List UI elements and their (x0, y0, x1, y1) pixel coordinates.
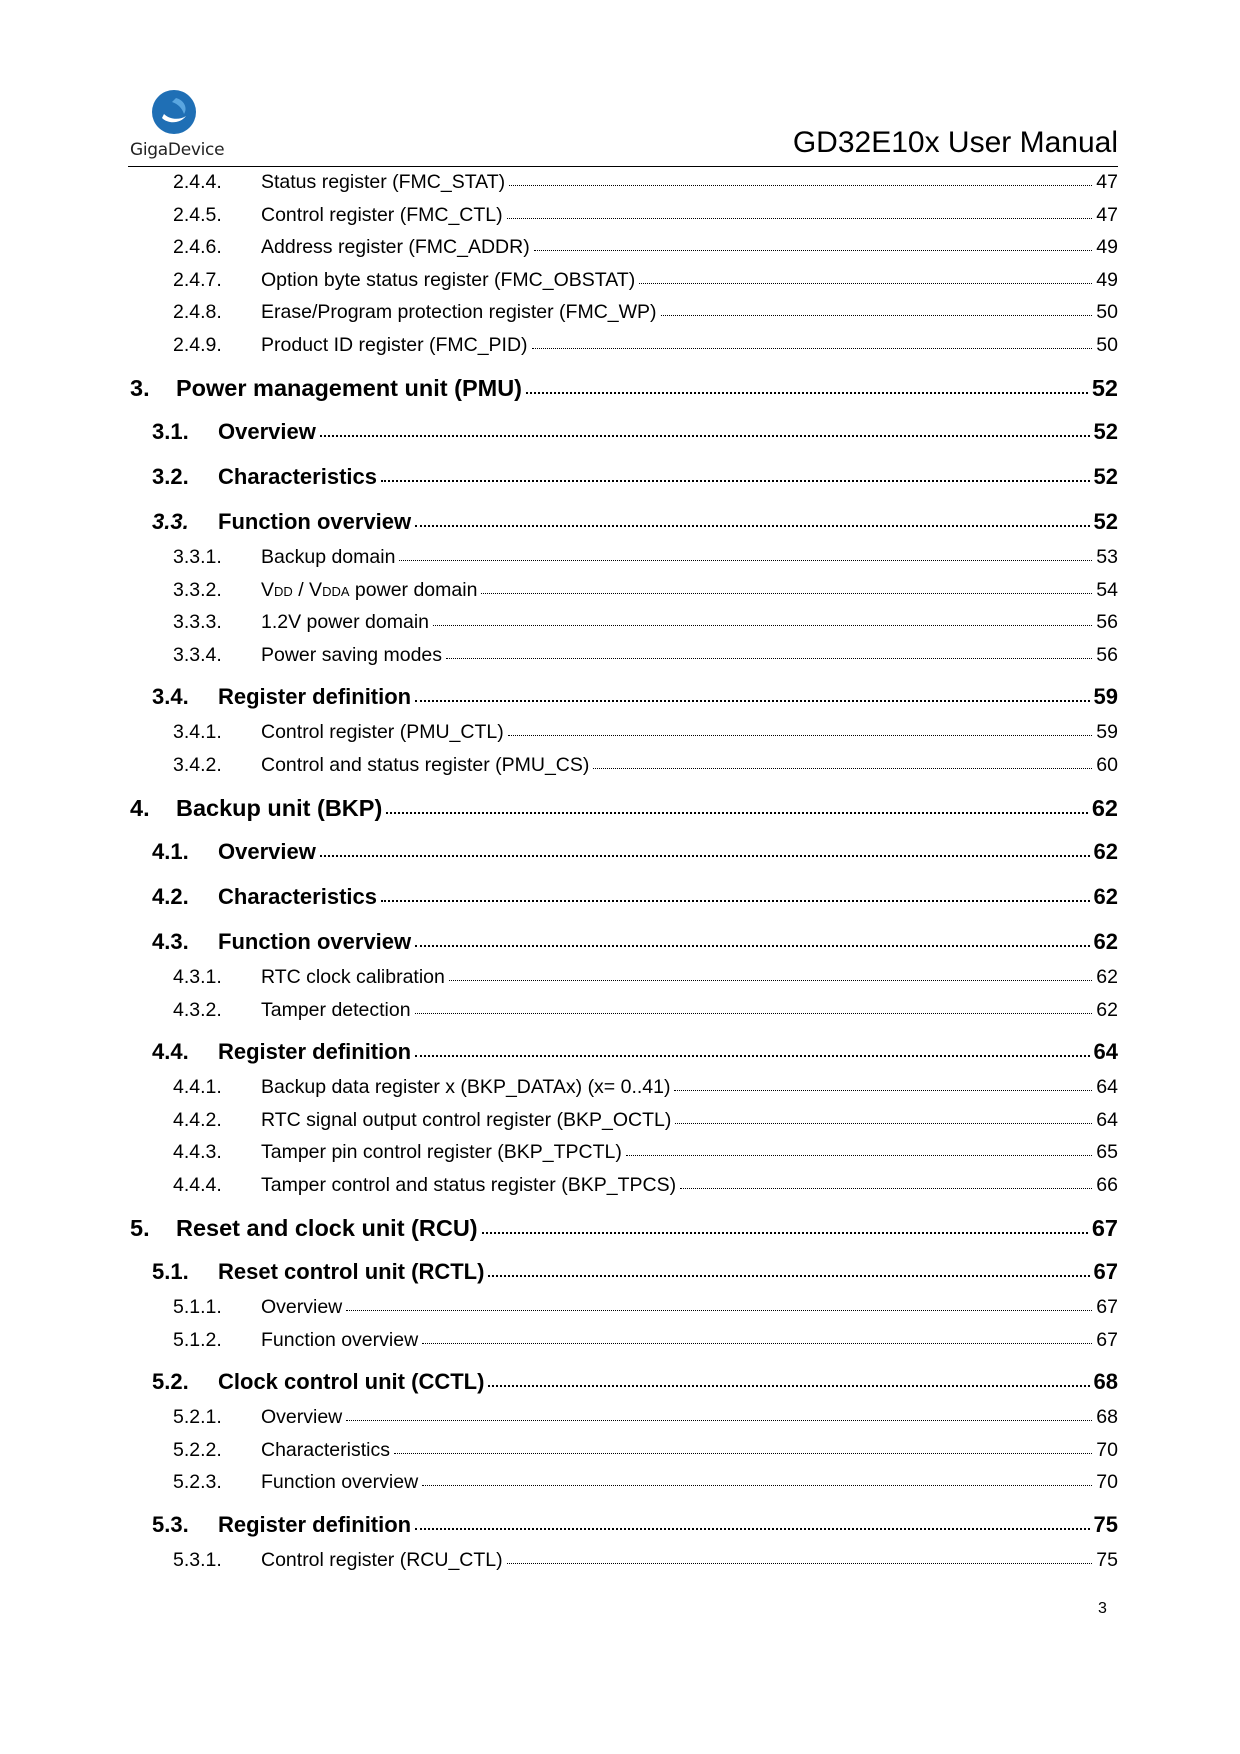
toc-entry-number: 2.4.8. (173, 301, 222, 323)
toc-entry-page: 65 (1096, 1141, 1118, 1163)
toc-entry-title: Function overview (261, 1328, 419, 1351)
toc-entry-page: 62 (1093, 929, 1118, 954)
toc-entry-title: 1.2V power domain (261, 611, 430, 633)
toc-dot-leader (507, 218, 1093, 219)
toc-entry-page: 49 (1096, 236, 1118, 258)
toc-entry[interactable] (128, 167, 1118, 200)
toc-dot-leader (593, 768, 1092, 769)
toc-entry-page: 68 (1096, 1406, 1118, 1428)
toc-entry-title: Status register (FMC_STAT) (261, 171, 506, 193)
page-header (128, 88, 1118, 168)
toc-entry[interactable] (128, 497, 1118, 542)
toc-entry-page: 52 (1093, 464, 1118, 489)
toc-dot-leader (675, 1123, 1092, 1124)
toc-entry-title: Backup data register x (BKP_DATAx) (x= 0..41) (261, 1076, 671, 1098)
toc-entry-title: Overview (218, 419, 316, 444)
toc-entry-title: Reset control unit (RCTL) (218, 1259, 485, 1284)
toc-entry[interactable] (128, 362, 1118, 407)
toc-entry-number: 3.4.2. (173, 753, 222, 776)
toc-entry[interactable] (128, 452, 1118, 497)
toc-entry[interactable] (128, 962, 1118, 995)
toc-entry-page: 62 (1091, 795, 1118, 821)
toc-entry[interactable] (128, 575, 1118, 608)
toc-entry-page: 70 (1096, 1471, 1118, 1493)
toc-dot-leader (346, 1310, 1092, 1311)
toc-entry-title: Overview (261, 1296, 343, 1318)
toc-dot-leader (415, 525, 1089, 527)
toc-entry-number: 4.3. (152, 929, 189, 954)
toc-entry[interactable] (128, 330, 1118, 363)
toc-entry-page: 62 (1093, 839, 1118, 864)
toc-entry-title: Overview (218, 839, 316, 864)
toc-entry-number: 5.2.1. (173, 1406, 222, 1428)
toc-entry-title: Erase/Program protection register (FMC_WP) (261, 301, 657, 323)
toc-entry-title: Backup unit (BKP) (176, 795, 383, 821)
toc-dot-leader (481, 593, 1092, 594)
toc-entry-title: Register definition (218, 684, 412, 709)
toc-entry-title: Power saving modes (261, 643, 443, 666)
toc-entry-number: 3. (130, 375, 150, 401)
toc-entry-number: 4.4.4. (173, 1173, 222, 1196)
toc-dot-leader (320, 855, 1090, 857)
toc-entry-page: 60 (1096, 753, 1118, 776)
toc-dot-leader (386, 812, 1088, 814)
toc-entry-number: 3.3.3. (173, 611, 222, 633)
toc-entry-title: Backup domain (261, 546, 396, 568)
toc-entry-number: 2.4.9. (173, 333, 222, 356)
toc-entry-page: 47 (1096, 203, 1118, 226)
toc-entry[interactable] (128, 1467, 1118, 1500)
toc-entry-page: 66 (1096, 1173, 1118, 1196)
toc-entry-page: 62 (1096, 966, 1118, 988)
toc-entry[interactable] (128, 1170, 1118, 1203)
toc-entry-page: 62 (1093, 884, 1118, 909)
toc-entry-page: 50 (1096, 301, 1118, 323)
toc-dot-leader (674, 1090, 1092, 1091)
toc-entry-number: 2.4.4. (173, 171, 222, 193)
toc-entry-page: 52 (1093, 419, 1118, 444)
toc-entry-title: Address register (FMC_ADDR) (261, 236, 530, 258)
toc-entry-title: Tamper control and status register (BKP_TPCS) (261, 1173, 677, 1196)
toc-entry[interactable] (128, 640, 1118, 673)
toc-dot-leader (320, 435, 1090, 437)
toc-entry-page: 56 (1096, 643, 1118, 666)
toc-entry-title: Function overview (218, 929, 412, 954)
toc-dot-leader (422, 1485, 1092, 1486)
toc-entry[interactable] (128, 917, 1118, 962)
toc-entry-title: Clock control unit (CCTL) (218, 1369, 485, 1394)
toc-entry-page: 59 (1096, 721, 1118, 743)
toc-entry-title: Register definition (218, 1511, 412, 1537)
toc-dot-leader (381, 480, 1090, 482)
toc-entry-number: 4.1. (152, 839, 189, 864)
toc-entry-title: Tamper pin control register (BKP_TPCTL) (261, 1141, 622, 1163)
gigadevice-logo-icon (150, 88, 198, 136)
toc-dot-leader (399, 560, 1092, 561)
toc-entry-title: Reset and clock unit (RCU) (176, 1215, 478, 1241)
toc-entry-number: 3.4.1. (173, 721, 222, 743)
toc-entry[interactable] (128, 1435, 1118, 1468)
toc-entry-page: 47 (1096, 171, 1118, 193)
toc-dot-leader (507, 1563, 1093, 1564)
toc-entry-page: 64 (1093, 1039, 1118, 1064)
toc-entry[interactable] (128, 995, 1118, 1028)
toc-entry-title: Option byte status register (FMC_OBSTAT) (261, 268, 636, 291)
toc-entry[interactable] (128, 1072, 1118, 1105)
toc-entry-page: 75 (1093, 1511, 1118, 1537)
toc-entry-title: Control register (PMU_CTL) (261, 721, 504, 743)
toc-entry[interactable] (128, 1105, 1118, 1138)
toc-entry-page: 67 (1096, 1296, 1118, 1318)
toc-entry-title: Overview (261, 1406, 343, 1428)
toc-entry-page: 67 (1093, 1259, 1118, 1284)
toc-entry-number: 2.4.5. (173, 203, 222, 226)
toc-entry[interactable] (128, 542, 1118, 575)
manual-title: GD32E10x User Manual (792, 126, 1118, 159)
toc-entry-number: 4.4.3. (173, 1141, 222, 1163)
toc-dot-leader (449, 980, 1092, 981)
toc-entry-page: 62 (1096, 998, 1118, 1021)
toc-entry-number: 3.2. (152, 464, 189, 489)
toc-entry[interactable] (128, 672, 1118, 717)
toc-entry[interactable] (128, 872, 1118, 917)
toc-entry[interactable] (128, 1247, 1118, 1292)
toc-dot-leader (381, 900, 1090, 902)
toc-entry[interactable] (128, 1202, 1118, 1247)
toc-entry-title: RTC clock calibration (261, 966, 445, 988)
toc-entry-title: Function overview (261, 1471, 419, 1493)
toc-dot-leader (433, 625, 1092, 626)
toc-entry-page: 75 (1096, 1548, 1118, 1571)
toc-entry[interactable] (128, 1325, 1118, 1358)
toc-entry[interactable] (128, 717, 1118, 750)
toc-dot-leader (534, 250, 1093, 251)
toc-entry-title: Control register (RCU_CTL) (261, 1548, 503, 1571)
toc-entry-title: Tamper detection (261, 998, 411, 1021)
toc-entry-page: 70 (1096, 1438, 1118, 1461)
toc-dot-leader (532, 348, 1093, 349)
toc-entry-page: 67 (1096, 1328, 1118, 1351)
toc-entry[interactable] (128, 1137, 1118, 1170)
toc-dot-leader (488, 1385, 1089, 1387)
toc-entry[interactable] (128, 782, 1118, 827)
toc-entry-page: 54 (1096, 578, 1118, 601)
toc-dot-leader (415, 700, 1089, 702)
toc-entry[interactable] (128, 827, 1118, 872)
toc-entry[interactable] (128, 1545, 1118, 1578)
toc-dot-leader (415, 945, 1089, 947)
toc-entry-title: Product ID register (FMC_PID) (261, 333, 528, 356)
toc-dot-leader (680, 1188, 1092, 1189)
toc-entry-number: 4.2. (152, 884, 189, 909)
toc-dot-leader (488, 1275, 1089, 1277)
toc-entry-number: 2.4.7. (173, 268, 222, 291)
toc-entry-number: 4. (130, 795, 150, 821)
toc-entry[interactable] (128, 232, 1118, 265)
toc-dot-leader (422, 1343, 1092, 1344)
toc-dot-leader (446, 658, 1092, 659)
toc-dot-leader (661, 315, 1093, 316)
toc-entry-number: 3.4. (152, 684, 189, 709)
toc-entry-title: VDD / VDDA power domain (261, 578, 478, 601)
toc-dot-leader (509, 185, 1092, 186)
toc-entry-number: 4.3.2. (173, 998, 222, 1021)
toc-entry-page: 67 (1091, 1215, 1118, 1241)
toc-dot-leader (526, 392, 1088, 394)
toc-entry[interactable] (128, 607, 1118, 640)
toc-entry-title: Characteristics (218, 464, 377, 489)
toc-dot-leader (415, 1055, 1089, 1057)
toc-dot-leader (415, 1013, 1093, 1014)
toc-entry[interactable] (128, 1027, 1118, 1072)
toc-dot-leader (394, 1453, 1092, 1454)
gigadevice-logo (128, 88, 228, 160)
toc-entry-page: 59 (1093, 684, 1118, 709)
toc-dot-leader (415, 1528, 1089, 1530)
toc-entry-page: 68 (1093, 1369, 1118, 1394)
toc-entry-page: 53 (1096, 546, 1118, 568)
toc-entry-number: 5.2. (152, 1369, 189, 1394)
toc-entry-number: 3.1. (152, 419, 189, 444)
toc-entry[interactable] (128, 1402, 1118, 1435)
toc-entry-page: 56 (1096, 611, 1118, 633)
toc-entry[interactable] (128, 265, 1118, 298)
toc-entry-number: 5.1.1. (173, 1296, 222, 1318)
table-of-contents (128, 167, 1118, 1577)
toc-entry-number: 5.3. (152, 1511, 189, 1537)
toc-entry-page: 49 (1096, 268, 1118, 291)
toc-entry[interactable] (128, 200, 1118, 233)
toc-entry-number: 5.1.2. (173, 1328, 222, 1351)
toc-entry-page: 52 (1091, 375, 1118, 401)
toc-entry-page: 64 (1096, 1076, 1118, 1098)
toc-entry[interactable] (128, 1292, 1118, 1325)
toc-entry-page: 64 (1096, 1108, 1118, 1131)
toc-entry[interactable] (128, 1357, 1118, 1402)
toc-entry-title: Control register (FMC_CTL) (261, 203, 503, 226)
logo-wordmark: GigaDevice (130, 140, 225, 160)
toc-entry-page: 52 (1093, 509, 1118, 534)
toc-entry-number: 5.3.1. (173, 1548, 222, 1571)
toc-entry[interactable] (128, 1500, 1118, 1545)
toc-entry[interactable] (128, 297, 1118, 330)
toc-entry-title: Characteristics (218, 884, 377, 909)
toc-entry-number: 5.1. (152, 1259, 189, 1284)
toc-entry-number: 4.4.1. (173, 1076, 222, 1098)
toc-entry-title: Power management unit (PMU) (176, 375, 523, 401)
toc-entry-title: Function overview (218, 509, 412, 534)
toc-entry-title: Register definition (218, 1039, 412, 1064)
toc-entry-number: 3.3.2. (173, 578, 222, 601)
toc-entry-title: Control and status register (PMU_CS) (261, 753, 590, 776)
toc-entry-number: 5. (130, 1215, 150, 1241)
page-number: 3 (1098, 1600, 1107, 1617)
toc-dot-leader (508, 735, 1093, 736)
toc-entry-number: 3.3. (152, 509, 189, 534)
toc-entry-page: 50 (1096, 333, 1118, 356)
toc-dot-leader (639, 283, 1092, 284)
toc-entry-number: 2.4.6. (173, 236, 222, 258)
toc-dot-leader (626, 1155, 1092, 1156)
toc-dot-leader (482, 1232, 1088, 1234)
toc-entry-title: RTC signal output control register (BKP_OCTL) (261, 1108, 672, 1131)
toc-entry-number: 5.2.2. (173, 1438, 222, 1461)
toc-dot-leader (346, 1420, 1092, 1421)
toc-entry-title: Characteristics (261, 1438, 390, 1461)
toc-entry[interactable] (128, 750, 1118, 783)
toc-entry-number: 4.4. (152, 1039, 189, 1064)
toc-entry-number: 3.3.4. (173, 643, 222, 666)
toc-entry[interactable] (128, 407, 1118, 452)
toc-entry-number: 4.3.1. (173, 966, 222, 988)
toc-entry-number: 3.3.1. (173, 546, 222, 568)
toc-entry-number: 5.2.3. (173, 1471, 222, 1493)
toc-entry-number: 4.4.2. (173, 1108, 222, 1131)
